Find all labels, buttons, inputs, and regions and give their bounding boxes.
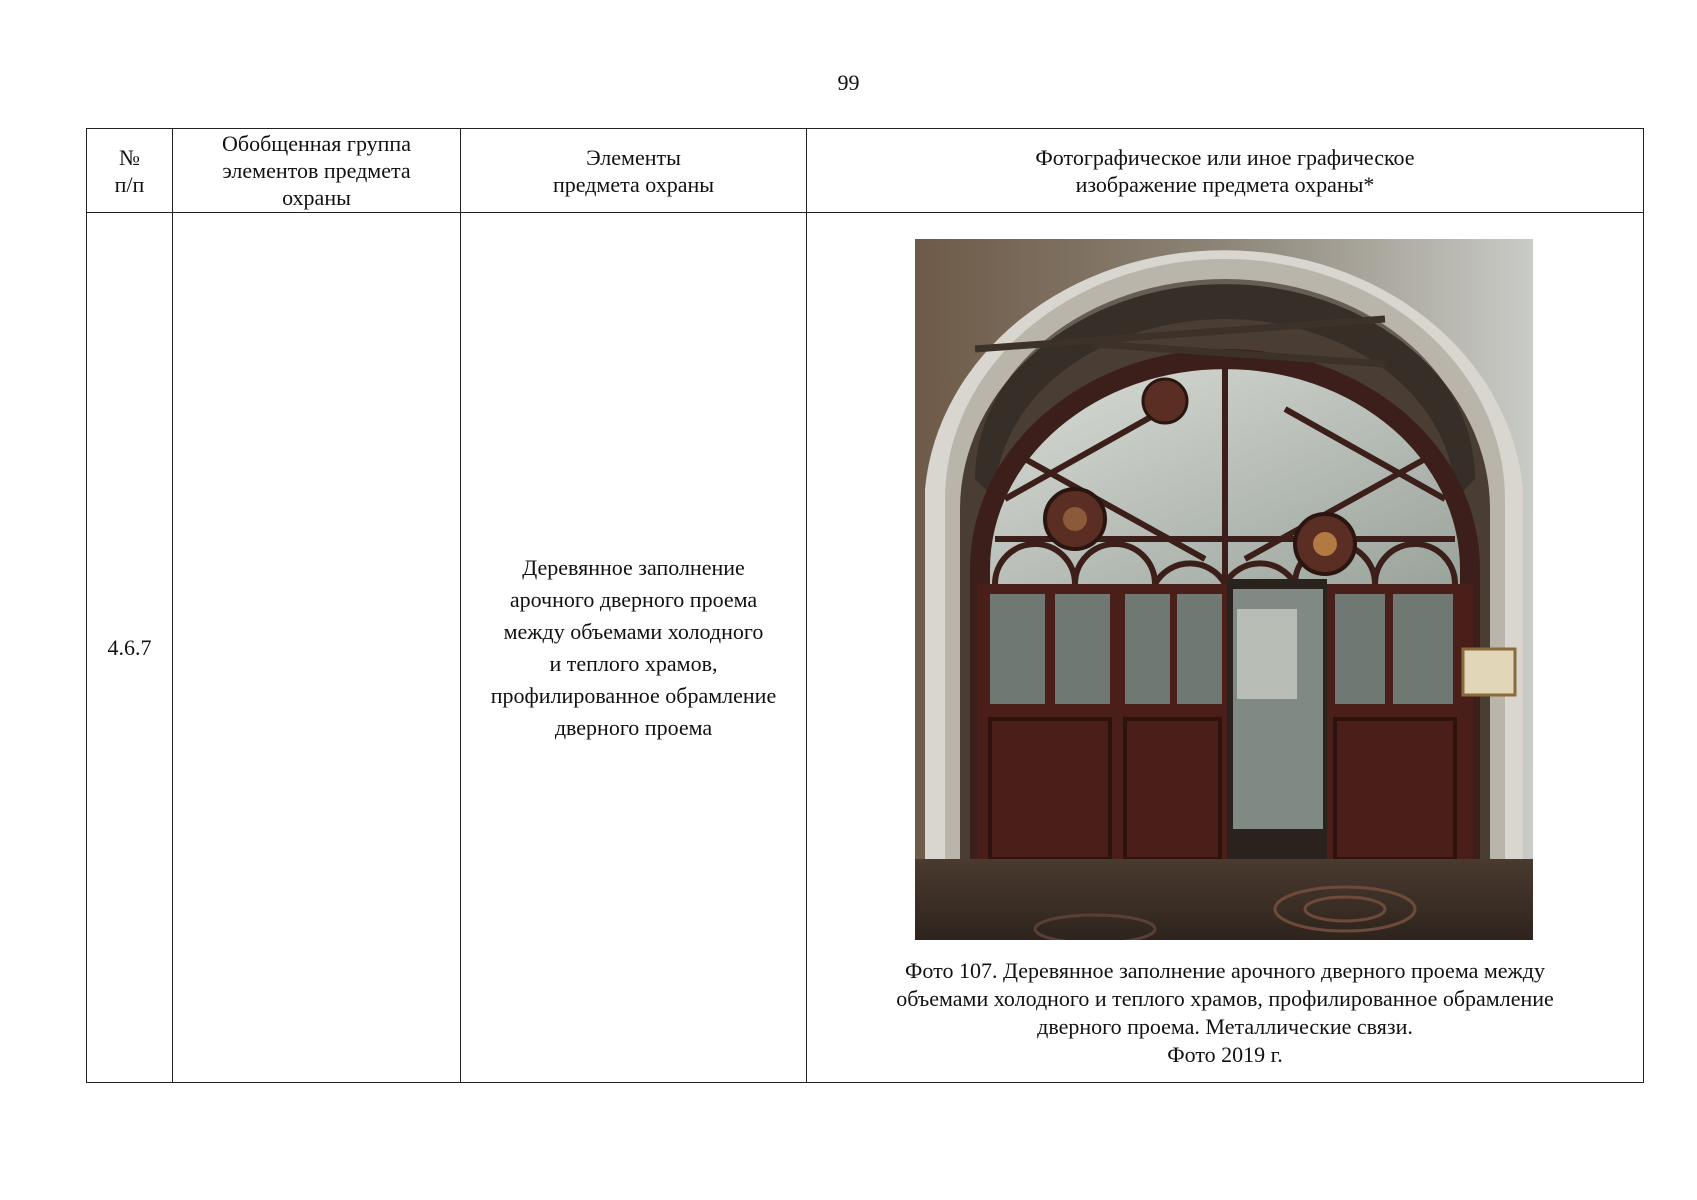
header-num-line: № <box>119 144 140 170</box>
header-image-line: изображение предмета охраны* <box>1075 171 1375 197</box>
table-header-row <box>87 129 1644 213</box>
elements-line: Деревянное заполнение <box>522 554 745 580</box>
elements-line: и теплого храмов, <box>549 650 718 676</box>
table-row <box>87 213 1644 1083</box>
header-num <box>87 129 173 213</box>
header-group-line: Обобщенная группа <box>222 131 411 156</box>
row-number: 4.6.7 <box>87 213 173 1083</box>
caption-line: Фото 107. Деревянное заполнение арочного дверного проема между <box>905 958 1545 983</box>
photo-caption <box>807 957 1643 1069</box>
header-num-line: п/п <box>114 171 145 197</box>
header-group-line: охраны <box>282 185 351 210</box>
photo-drawing <box>915 239 1533 940</box>
page-number: 99 <box>837 70 860 95</box>
header-group <box>173 129 461 213</box>
header-elements <box>461 129 807 213</box>
row-elements <box>461 213 807 1083</box>
row-photo-cell <box>807 213 1644 1083</box>
arched-wooden-door-photo <box>915 239 1533 940</box>
header-elements-line: Элементы <box>586 144 681 170</box>
elements-line: арочного дверного проема <box>509 586 758 612</box>
header-elements-line: предмета охраны <box>552 171 715 197</box>
elements-line: между объемами холодного <box>503 618 764 644</box>
header-image <box>807 129 1644 213</box>
caption-line: Фото 2019 г. <box>1167 1042 1283 1067</box>
elements-line: дверного проема <box>554 714 713 740</box>
caption-line: дверного проема. Металлические связи. <box>1037 1014 1413 1039</box>
caption-line: объемами холодного и теплого храмов, профилированное обрамление <box>896 986 1554 1011</box>
row-group <box>173 213 461 1083</box>
elements-line: профилированное обрамление <box>490 682 777 708</box>
protection-table <box>86 128 1644 1083</box>
header-image-line: Фотографическое или иное графическое <box>1035 144 1415 170</box>
header-group-line: элементов предмета <box>222 158 411 183</box>
